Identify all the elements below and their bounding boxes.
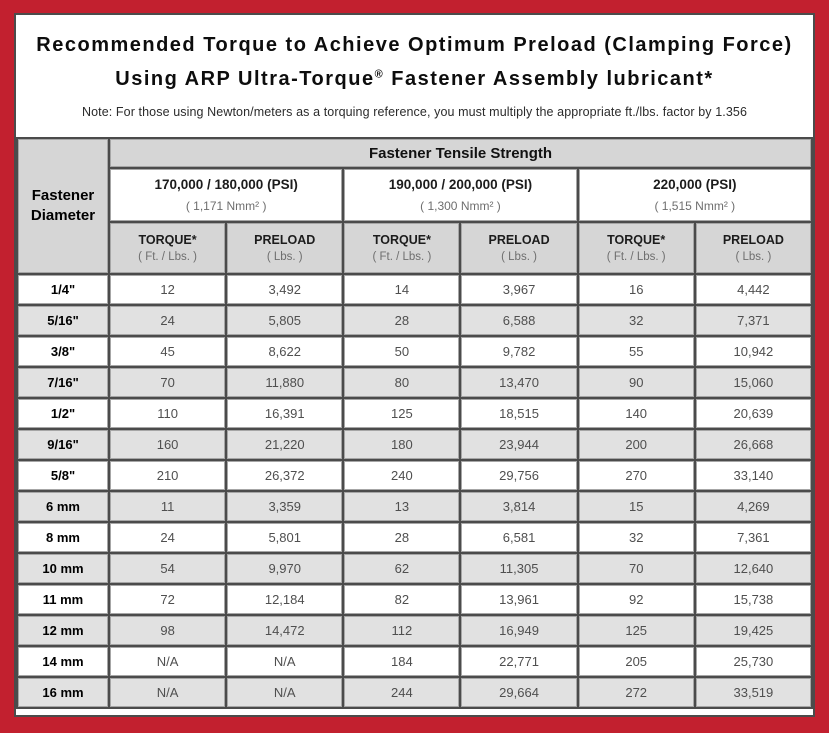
- value-cell: 4,442: [696, 275, 811, 304]
- value-cell: 7,361: [696, 523, 811, 552]
- preload-column-header: PRELOAD ( Lbs. ): [227, 223, 342, 273]
- value-cell: 13: [344, 492, 459, 521]
- conversion-note: Note: For those using Newton/meters as a torquing reference, you must multiply the appropriate ft./lbs. factor by 1.356: [81, 104, 747, 119]
- value-cell: 270: [579, 461, 694, 490]
- title-line2: Using ARP Ultra-Torque® Fastener Assembly lubricant*: [115, 67, 714, 90]
- value-cell: 240: [344, 461, 459, 490]
- value-cell: 184: [344, 647, 459, 676]
- torque-column-header: TORQUE* ( Ft. / Lbs. ): [579, 223, 694, 273]
- value-cell: 70: [110, 368, 225, 397]
- value-cell: 5,801: [227, 523, 342, 552]
- value-cell: 92: [579, 585, 694, 614]
- value-cell: 23,944: [461, 430, 576, 459]
- value-cell: 32: [579, 306, 694, 335]
- value-cell: N/A: [110, 678, 225, 707]
- value-cell: 205: [579, 647, 694, 676]
- value-cell: 22,771: [461, 647, 576, 676]
- torque-column-header: TORQUE* ( Ft. / Lbs. ): [344, 223, 459, 273]
- value-cell: 72: [110, 585, 225, 614]
- table-row: [18, 368, 811, 397]
- corner-header-fastener-diameter: Fastener Diameter: [18, 139, 108, 273]
- value-cell: 3,967: [461, 275, 576, 304]
- diameter-cell: 14 mm: [18, 647, 108, 676]
- table-row: [18, 616, 811, 645]
- value-cell: 6,581: [461, 523, 576, 552]
- value-cell: 80: [344, 368, 459, 397]
- value-cell: 13,961: [461, 585, 576, 614]
- diameter-cell: 11 mm: [18, 585, 108, 614]
- value-cell: 11,305: [461, 554, 576, 583]
- table-row: [18, 585, 811, 614]
- value-cell: 18,515: [461, 399, 576, 428]
- value-cell: 54: [110, 554, 225, 583]
- value-cell: 125: [579, 616, 694, 645]
- torque-table: [16, 137, 813, 709]
- diameter-cell: 5/8": [18, 461, 108, 490]
- value-cell: 12: [110, 275, 225, 304]
- value-cell: 16,949: [461, 616, 576, 645]
- diameter-cell: 3/8": [18, 337, 108, 366]
- header-row-tensile: [18, 139, 811, 167]
- value-cell: 110: [110, 399, 225, 428]
- value-cell: 28: [344, 306, 459, 335]
- value-cell: 9,782: [461, 337, 576, 366]
- value-cell: 12,184: [227, 585, 342, 614]
- title-line1: Recommended Torque to Achieve Optimum Preload (Clamping Force): [36, 34, 793, 56]
- value-cell: 26,668: [696, 430, 811, 459]
- value-cell: 90: [579, 368, 694, 397]
- value-cell: 50: [344, 337, 459, 366]
- diameter-cell: 8 mm: [18, 523, 108, 552]
- diameter-cell: 7/16": [18, 368, 108, 397]
- value-cell: 210: [110, 461, 225, 490]
- diameter-cell: 1/2": [18, 399, 108, 428]
- diameter-cell: 5/16": [18, 306, 108, 335]
- value-cell: 55: [579, 337, 694, 366]
- torque-column-header: TORQUE* ( Ft. / Lbs. ): [110, 223, 225, 273]
- value-cell: 9,970: [227, 554, 342, 583]
- value-cell: N/A: [110, 647, 225, 676]
- value-cell: 200: [579, 430, 694, 459]
- value-cell: 14: [344, 275, 459, 304]
- title-block: [16, 15, 813, 137]
- page-title: [16, 31, 813, 94]
- value-cell: 5,805: [227, 306, 342, 335]
- value-cell: 28: [344, 523, 459, 552]
- value-cell: 16: [579, 275, 694, 304]
- value-cell: 8,622: [227, 337, 342, 366]
- value-cell: 15,738: [696, 585, 811, 614]
- value-cell: 16,391: [227, 399, 342, 428]
- value-cell: 180: [344, 430, 459, 459]
- diameter-cell: 9/16": [18, 430, 108, 459]
- value-cell: 15: [579, 492, 694, 521]
- value-cell: 14,472: [227, 616, 342, 645]
- table-row: [18, 678, 811, 707]
- diameter-cell: 16 mm: [18, 678, 108, 707]
- header-row-columns: [18, 223, 811, 273]
- table-row: [18, 554, 811, 583]
- table-row: [18, 647, 811, 676]
- header-row-psi: [18, 169, 811, 221]
- value-cell: 7,371: [696, 306, 811, 335]
- value-cell: 125: [344, 399, 459, 428]
- value-cell: 45: [110, 337, 225, 366]
- table-row: [18, 275, 811, 304]
- value-cell: 98: [110, 616, 225, 645]
- table-row: [18, 337, 811, 366]
- table-row: [18, 461, 811, 490]
- tensile-strength-header: Fastener Tensile Strength: [110, 139, 811, 167]
- value-cell: 3,359: [227, 492, 342, 521]
- value-cell: 4,269: [696, 492, 811, 521]
- content-frame: [14, 13, 815, 717]
- diameter-cell: 10 mm: [18, 554, 108, 583]
- value-cell: 20,639: [696, 399, 811, 428]
- psi-group-header-190-200: 190,000 / 200,000 (PSI) ( 1,300 Nmm² ): [344, 169, 576, 221]
- value-cell: 29,756: [461, 461, 576, 490]
- value-cell: 244: [344, 678, 459, 707]
- value-cell: 12,640: [696, 554, 811, 583]
- table-row: [18, 523, 811, 552]
- diameter-cell: 12 mm: [18, 616, 108, 645]
- preload-column-header: PRELOAD ( Lbs. ): [461, 223, 576, 273]
- value-cell: 10,942: [696, 337, 811, 366]
- value-cell: 70: [579, 554, 694, 583]
- value-cell: 24: [110, 306, 225, 335]
- value-cell: 160: [110, 430, 225, 459]
- value-cell: 140: [579, 399, 694, 428]
- value-cell: 15,060: [696, 368, 811, 397]
- value-cell: 24: [110, 523, 225, 552]
- value-cell: 26,372: [227, 461, 342, 490]
- value-cell: 11,880: [227, 368, 342, 397]
- table-row: [18, 306, 811, 335]
- preload-column-header: PRELOAD ( Lbs. ): [696, 223, 811, 273]
- value-cell: 33,140: [696, 461, 811, 490]
- diameter-cell: 6 mm: [18, 492, 108, 521]
- psi-group-header-170-180: 170,000 / 180,000 (PSI) ( 1,171 Nmm² ): [110, 169, 342, 221]
- table-row: [18, 399, 811, 428]
- value-cell: 25,730: [696, 647, 811, 676]
- value-cell: 11: [110, 492, 225, 521]
- table-row: [18, 430, 811, 459]
- value-cell: 3,492: [227, 275, 342, 304]
- value-cell: 3,814: [461, 492, 576, 521]
- value-cell: 13,470: [461, 368, 576, 397]
- value-cell: N/A: [227, 647, 342, 676]
- psi-group-header-220: 220,000 (PSI) ( 1,515 Nmm² ): [579, 169, 811, 221]
- value-cell: 32: [579, 523, 694, 552]
- value-cell: 29,664: [461, 678, 576, 707]
- value-cell: 33,519: [696, 678, 811, 707]
- value-cell: N/A: [227, 678, 342, 707]
- diameter-cell: 1/4": [18, 275, 108, 304]
- value-cell: 62: [344, 554, 459, 583]
- table-row: [18, 492, 811, 521]
- registered-trademark-symbol: ®: [374, 68, 385, 80]
- value-cell: 6,588: [461, 306, 576, 335]
- value-cell: 19,425: [696, 616, 811, 645]
- value-cell: 82: [344, 585, 459, 614]
- value-cell: 272: [579, 678, 694, 707]
- value-cell: 21,220: [227, 430, 342, 459]
- value-cell: 112: [344, 616, 459, 645]
